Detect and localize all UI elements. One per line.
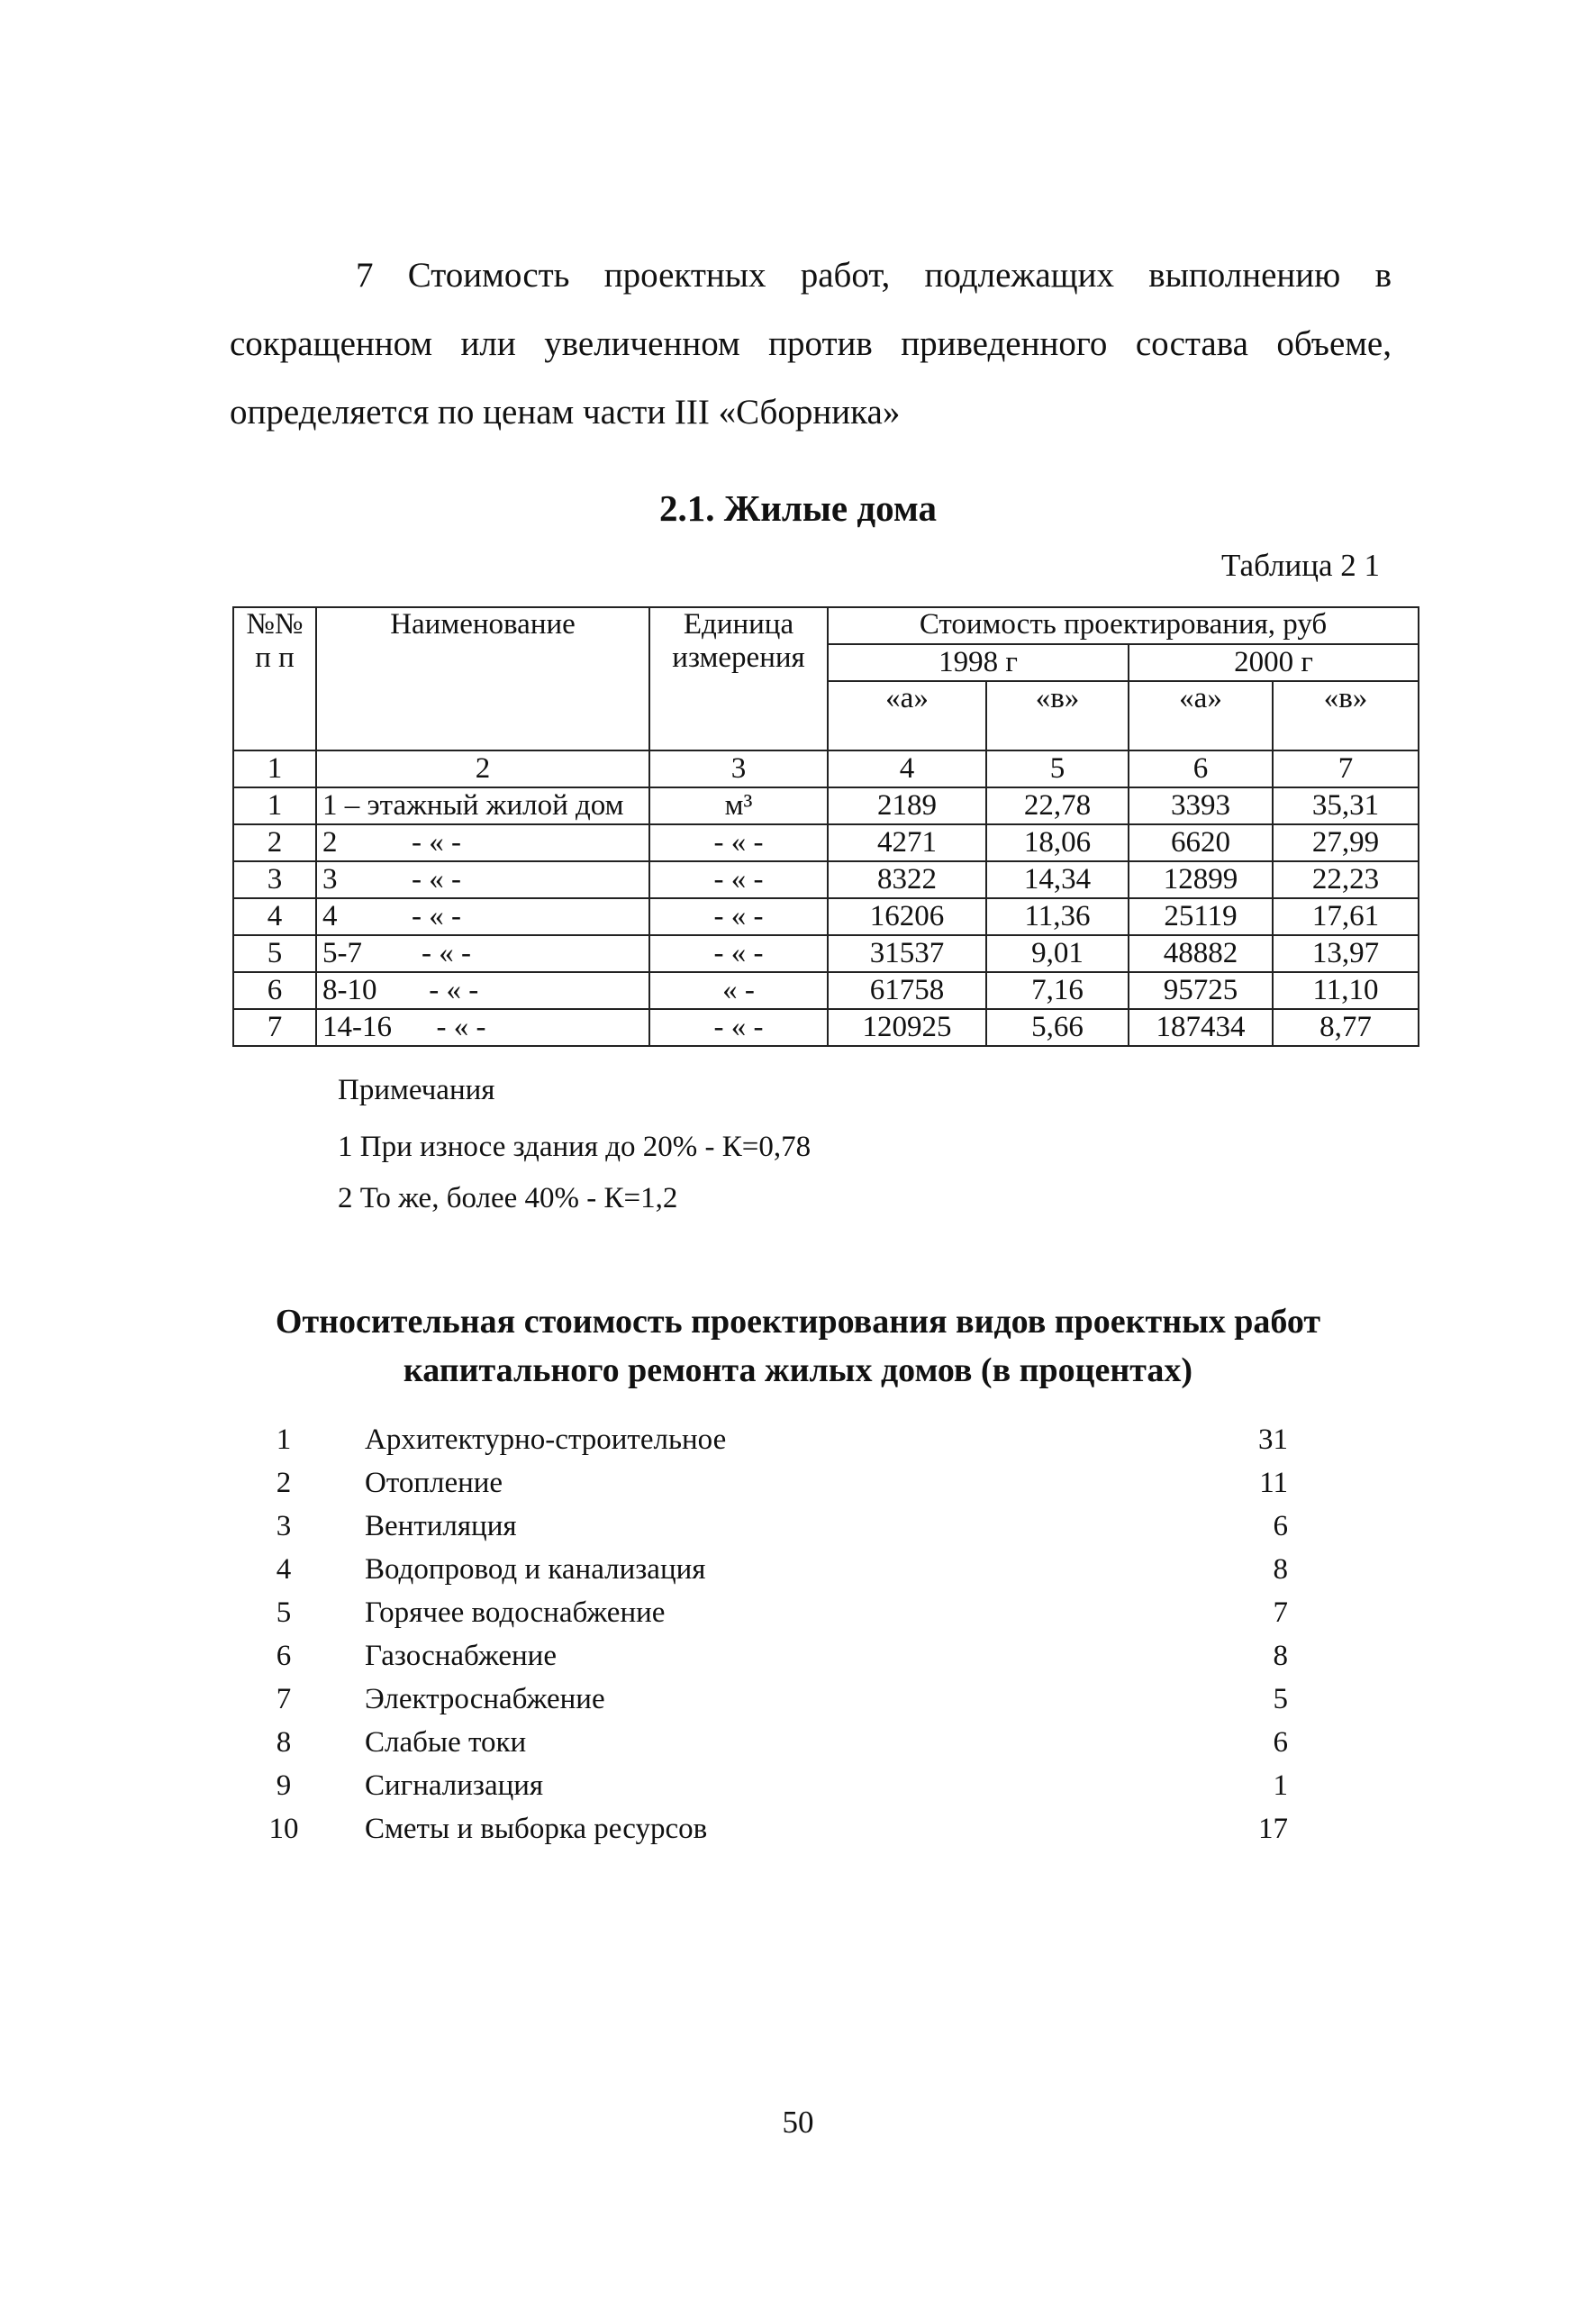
row-name: 4 - « -: [316, 898, 649, 935]
row-name: 8-10 - « -: [316, 972, 649, 1009]
list-item-value: 8: [1273, 1553, 1288, 1586]
row-b-2000: 22,23: [1273, 861, 1419, 898]
list-item: [261, 1423, 1288, 1467]
table-row: [233, 898, 1419, 935]
row-a-2000: 25119: [1129, 898, 1273, 935]
row-unit: м³: [649, 787, 828, 824]
row-num: 3: [233, 861, 316, 898]
list-item-value: 1: [1273, 1769, 1288, 1802]
row-b-1998: 14,34: [986, 861, 1129, 898]
row-num: 5: [233, 935, 316, 972]
list-item: [261, 1640, 1288, 1683]
list-item-label: Сигнализация: [365, 1769, 544, 1802]
row-a-1998: 4271: [828, 824, 986, 861]
row-a-1998: 8322: [828, 861, 986, 898]
col-number: 1: [233, 750, 316, 787]
list-item-num: 3: [276, 1510, 292, 1542]
list-item-value: 5: [1273, 1683, 1288, 1715]
row-b-1998: 9,01: [986, 935, 1129, 972]
row-a-1998: 16206: [828, 898, 986, 935]
list-item-value: 7: [1273, 1596, 1288, 1629]
row-b-1998: 22,78: [986, 787, 1129, 824]
row-unit: - « -: [649, 1009, 828, 1046]
header-a-1998: «а»: [828, 681, 986, 750]
row-num: 1: [233, 787, 316, 824]
row-a-2000: 12899: [1129, 861, 1273, 898]
intro-paragraph: 7 Стоимость проектных работ, подлежащих выполнению в сокращенном или увеличенном против приведенного состава объеме, определяется по ценам части III «Сборника»: [230, 256, 1392, 432]
row-b-2000: 35,31: [1273, 787, 1419, 824]
table-row: [233, 972, 1419, 1009]
col-number: 7: [1273, 750, 1419, 787]
page-number: 50: [782, 2105, 814, 2140]
col-number: 4: [828, 750, 986, 787]
list-item-num: 9: [276, 1769, 292, 1802]
work-types-list: [261, 1423, 1288, 1856]
list-item-value: 31: [1258, 1423, 1288, 1456]
row-b-2000: 27,99: [1273, 824, 1419, 861]
list-item-num: 7: [276, 1683, 292, 1715]
row-a-1998: 31537: [828, 935, 986, 972]
row-name: 2 - « -: [316, 824, 649, 861]
row-b-2000: 11,10: [1273, 972, 1419, 1009]
col-number: 3: [649, 750, 828, 787]
header-num: №№ п п: [233, 607, 316, 750]
row-a-1998: 61758: [828, 972, 986, 1009]
table-row: [233, 1009, 1419, 1046]
header-b-1998: «в»: [986, 681, 1129, 750]
row-a-1998: 2189: [828, 787, 986, 824]
row-unit: - « -: [649, 935, 828, 972]
col-number: 6: [1129, 750, 1273, 787]
cost-table: [232, 606, 1419, 1047]
row-b-1998: 5,66: [986, 1009, 1129, 1046]
list-item-num: 10: [268, 1813, 299, 1845]
row-b-1998: 18,06: [986, 824, 1129, 861]
table-label: Таблица 2 1: [1221, 548, 1380, 583]
table-row: [233, 935, 1419, 972]
row-a-1998: 120925: [828, 1009, 986, 1046]
section2-title-line: Относительная стоимость проектирования видов проектных работ: [275, 1303, 1321, 1341]
col-number: 2: [316, 750, 649, 787]
list-item-num: 5: [276, 1596, 292, 1629]
section2-title-line: капитального ремонта жилых домов (в процентах): [403, 1351, 1193, 1389]
row-num: 2: [233, 824, 316, 861]
row-unit: - « -: [649, 898, 828, 935]
list-item-label: Газоснабжение: [365, 1640, 557, 1672]
column-number-row: [233, 750, 1419, 787]
list-item-label: Архитектурно-строительное: [365, 1423, 727, 1456]
list-item: [261, 1813, 1288, 1856]
row-b-2000: 17,61: [1273, 898, 1419, 935]
row-b-1998: 7,16: [986, 972, 1129, 1009]
section-title: 2.1. Жилые дома: [659, 487, 937, 529]
table-row: [233, 824, 1419, 861]
list-item-num: 2: [276, 1467, 292, 1499]
header-b-2000: «в»: [1273, 681, 1419, 750]
row-a-2000: 95725: [1129, 972, 1273, 1009]
list-item-label: Горячее водоснабжение: [365, 1596, 666, 1629]
list-item-num: 4: [276, 1553, 292, 1586]
row-name: 3 - « -: [316, 861, 649, 898]
note-item: 2 То же, более 40% - К=1,2: [338, 1182, 678, 1214]
table-row: [233, 787, 1419, 824]
row-name: 14-16 - « -: [316, 1009, 649, 1046]
row-a-2000: 48882: [1129, 935, 1273, 972]
list-item-label: Водопровод и канализация: [365, 1553, 706, 1586]
list-item: [261, 1510, 1288, 1553]
header-year-2000: 2000 г: [1129, 644, 1419, 681]
row-name: 5-7 - « -: [316, 935, 649, 972]
list-item: [261, 1596, 1288, 1640]
list-item: [261, 1769, 1288, 1813]
row-unit: « -: [649, 972, 828, 1009]
row-a-2000: 187434: [1129, 1009, 1273, 1046]
col-number: 5: [986, 750, 1129, 787]
list-item: [261, 1553, 1288, 1596]
row-name: 1 – этажный жилой дом: [316, 787, 649, 824]
row-a-2000: 3393: [1129, 787, 1273, 824]
list-item-label: Слабые токи: [365, 1726, 527, 1759]
note-item: 1 При износе здания до 20% - К=0,78: [338, 1131, 812, 1163]
row-a-2000: 6620: [1129, 824, 1273, 861]
list-item-value: 17: [1258, 1813, 1288, 1845]
row-num: 4: [233, 898, 316, 935]
header-cost: Стоимость проектирования, руб: [828, 607, 1419, 644]
list-item-value: 6: [1273, 1726, 1288, 1759]
row-b-2000: 13,97: [1273, 935, 1419, 972]
row-num: 7: [233, 1009, 316, 1046]
list-item-label: Электроснабжение: [365, 1683, 605, 1715]
row-unit: - « -: [649, 824, 828, 861]
notes-heading: Примечания: [338, 1074, 495, 1106]
list-item: [261, 1683, 1288, 1726]
row-b-1998: 11,36: [986, 898, 1129, 935]
row-unit: - « -: [649, 861, 828, 898]
list-item-value: 8: [1273, 1640, 1288, 1672]
header-a-2000: «а»: [1129, 681, 1273, 750]
row-num: 6: [233, 972, 316, 1009]
row-b-2000: 8,77: [1273, 1009, 1419, 1046]
header-name: Наименование: [316, 607, 649, 750]
list-item-value: 11: [1259, 1467, 1288, 1499]
list-item-num: 8: [276, 1726, 292, 1759]
list-item-value: 6: [1273, 1510, 1288, 1542]
list-item-label: Сметы и выборка ресурсов: [365, 1813, 708, 1845]
list-item-label: Отопление: [365, 1467, 503, 1499]
list-item-num: 6: [276, 1640, 292, 1672]
list-item: [261, 1467, 1288, 1510]
list-item-label: Вентиляция: [365, 1510, 517, 1542]
list-item: [261, 1726, 1288, 1769]
header-year-1998: 1998 г: [828, 644, 1129, 681]
section2-title: [0, 1297, 1596, 1395]
list-item-num: 1: [276, 1423, 292, 1456]
header-unit: Единица измерения: [649, 607, 828, 750]
table-row: [233, 861, 1419, 898]
